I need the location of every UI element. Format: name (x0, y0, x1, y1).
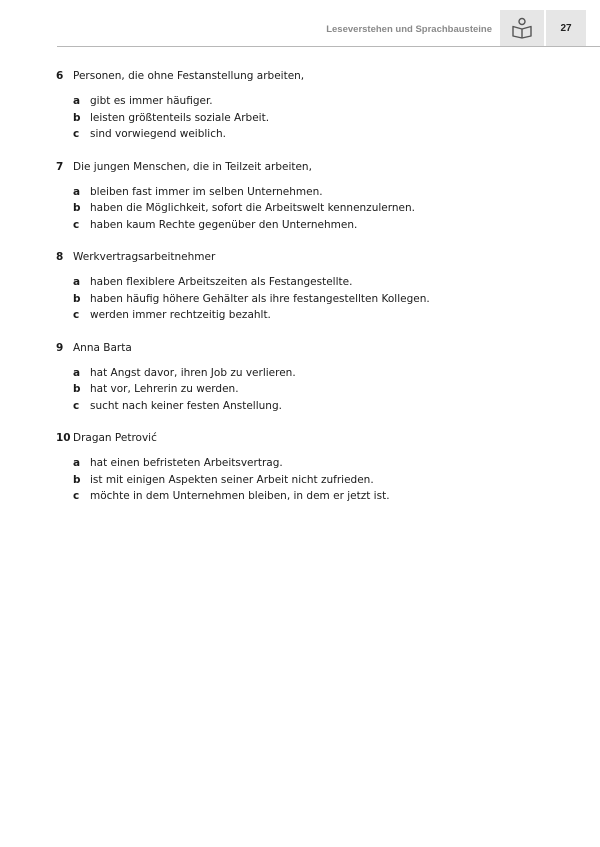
question-8 (56, 250, 556, 324)
option-letter: a (73, 457, 81, 469)
option-letter: c (73, 218, 80, 231)
option-letter: c (73, 128, 80, 140)
option-letter: c (73, 309, 80, 321)
answer-option (56, 488, 556, 505)
answer-option (56, 110, 556, 127)
question-stem: Werkvertragsarbeitnehmer (73, 251, 216, 263)
question-7 (56, 160, 556, 234)
answer-option (56, 365, 556, 382)
answer-option (56, 455, 556, 472)
option-text: gibt es immer häufiger. (90, 95, 213, 107)
option-text: bleiben fast immer im selben Unternehmen. (90, 185, 323, 198)
option-letter: c (73, 490, 80, 502)
option-text: hat vor, Lehrerin zu werden. (90, 383, 239, 395)
option-text: leisten größtenteils soziale Arbeit. (90, 111, 270, 124)
question-stem: Anna Barta (73, 341, 132, 354)
question-stem: Dragan Petrović (73, 432, 157, 444)
answer-option (56, 217, 556, 234)
header-divider (57, 46, 600, 47)
answer-option (56, 398, 556, 415)
question-number: 9 (56, 341, 64, 354)
question-6 (56, 69, 556, 143)
answer-option (56, 291, 556, 308)
answer-option (56, 126, 556, 143)
option-text: ist mit einigen Aspekten seiner Arbeit nicht zufrieden. (90, 473, 374, 486)
option-letter: b (73, 202, 81, 214)
reading-person-book-icon (511, 17, 533, 39)
option-letter: b (73, 111, 81, 124)
answer-option (56, 307, 556, 324)
questions-list (56, 69, 556, 522)
option-text: haben häufig höhere Gehälter als ihre festangestellten Kollegen. (90, 292, 430, 305)
option-text: werden immer rechtzeitig bezahlt. (90, 309, 271, 321)
option-text: hat Angst davor, ihren Job zu verlieren. (90, 366, 296, 379)
option-letter: c (73, 399, 80, 412)
option-text: hat einen befristeten Arbeitsvertrag. (90, 457, 283, 469)
answer-option (56, 184, 556, 201)
answer-option (56, 381, 556, 398)
option-letter: a (73, 95, 81, 107)
question-stem: Die jungen Menschen, die in Teilzeit arbeiten, (73, 160, 312, 173)
option-text: sucht nach keiner festen Anstellung. (90, 399, 282, 412)
question-number: 10 (56, 432, 71, 444)
option-letter: a (73, 366, 81, 379)
option-text: haben kaum Rechte gegenüber den Unternehmen. (90, 218, 358, 231)
question-9 (56, 341, 556, 415)
answer-option (56, 472, 556, 489)
option-letter: b (73, 473, 81, 486)
answer-option (56, 200, 556, 217)
page-number-box (546, 10, 586, 46)
option-text: haben die Möglichkeit, sofort die Arbeitswelt kennenzulernen. (90, 202, 415, 214)
question-number: 8 (56, 251, 64, 263)
section-title: Leseverstehen und Sprachbausteine (326, 24, 492, 35)
page-number: 27 (560, 22, 572, 34)
question-number: 7 (56, 160, 64, 173)
question-10 (56, 431, 556, 505)
option-text: sind vorwiegend weiblich. (90, 128, 226, 140)
question-number: 6 (56, 70, 64, 82)
answer-option (56, 93, 556, 110)
option-text: möchte in dem Unternehmen bleiben, in dem er jetzt ist. (90, 490, 390, 502)
option-letter: a (73, 276, 81, 288)
option-letter: b (73, 383, 81, 395)
question-stem: Personen, die ohne Festanstellung arbeiten, (73, 70, 305, 82)
header-icon-box (500, 10, 544, 46)
option-letter: b (73, 292, 81, 305)
option-letter: a (73, 185, 81, 198)
option-text: haben flexiblere Arbeitszeiten als Festangestellte. (90, 276, 353, 288)
page-header (0, 0, 600, 48)
answer-option (56, 274, 556, 291)
